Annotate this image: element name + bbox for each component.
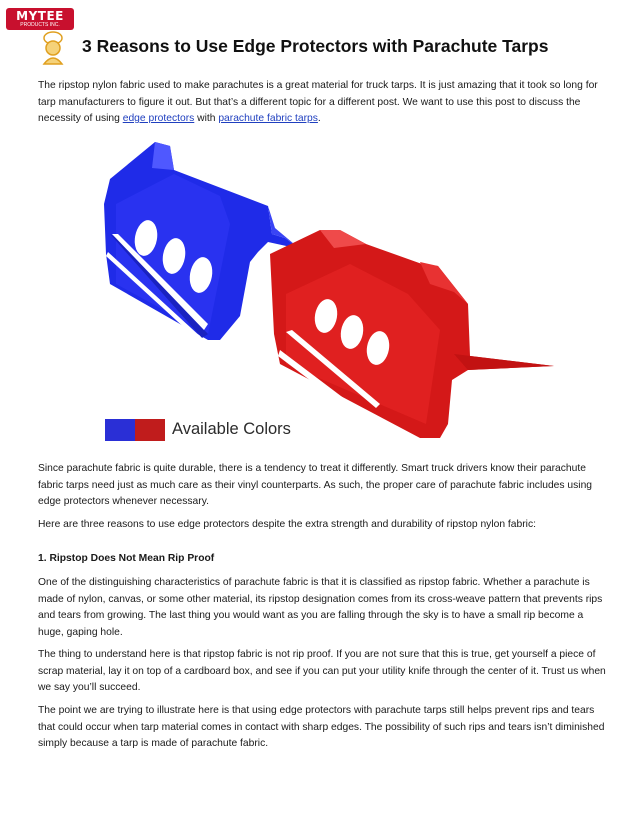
available-colors-label: Available Colors — [172, 420, 291, 438]
intro-text: The ripstop nylon fabric used to make parachutes is a great material for truck tarps. It is just amazing that it took so long for tarp manufacturers to figure it out. But that’s a different topic for a different post. We want to use this post to discuss the necessity of using — [38, 80, 598, 124]
red-edge-protector — [270, 230, 554, 438]
paragraph-ripstop: One of the distinguishing characteristics of parachute fabric is that it is classified as ripstop fabric. Whether a parachute is made of nylon, canvas, or some other material, its ripstop designation comes from its cross-weave pattern that prevents rips and tears from growing. The last thing you would want as you are falling through the sky is to have a small rip become a huge, gaping hole. — [38, 577, 603, 638]
paragraph-not-rip-proof: The thing to understand here is that ripstop fabric is not rip proof. If you are not sure that this is true, get yourself a piece of scrap material, lay it on top of a cardboard box, and see if you can put your utility knife through the center of it. Trust us when we say you’ll succeed. — [38, 649, 606, 693]
intro-text-end: . — [317, 113, 321, 124]
edge-protectors-link[interactable]: edge protectors — [122, 113, 195, 124]
logo-badge — [6, 8, 74, 30]
paragraph-three-reasons: Here are three reasons to use edge protectors despite the extra strength and durability of ripstop nylon fabric: — [38, 519, 536, 530]
paragraph-point: The point we are trying to illustrate here is that using edge protectors with parachute tarps still helps prevent rips and tears that could occur when tarp material comes in contact with sharp edges. The possibility of such rips and tears isn’t diminished simply because a tarp is made of parachute fabric. — [38, 705, 605, 749]
page-title: 3 Reasons to Use Edge Protectors with Parachute Tarps — [82, 36, 549, 56]
parachute-fabric-tarps-link[interactable]: parachute fabric tarps — [218, 113, 318, 124]
chef-mascot-icon — [36, 30, 70, 66]
edge-protectors-photo — [90, 134, 560, 446]
blue-color-swatch — [105, 419, 135, 441]
logo-brand: MYTEE — [16, 9, 64, 23]
paragraph-durability: Since parachute fabric is quite durable, there is a tendency to treat it differently. Smart truck drivers know their parachute fabric tarps need just as much care as their vinyl counterparts. As such, the proper care of parachute fabric includes using edge protectors whenever necessary. — [38, 463, 593, 507]
intro-text-middle: with — [194, 113, 219, 124]
blue-edge-protector — [104, 142, 300, 342]
logo-subtitle: PRODUCTS INC. — [20, 22, 60, 28]
section-heading-1: 1. Ripstop Does Not Mean Rip Proof — [38, 553, 215, 564]
mytee-logo[interactable] — [6, 8, 76, 66]
red-color-swatch — [135, 419, 165, 441]
intro-paragraph — [38, 78, 606, 128]
